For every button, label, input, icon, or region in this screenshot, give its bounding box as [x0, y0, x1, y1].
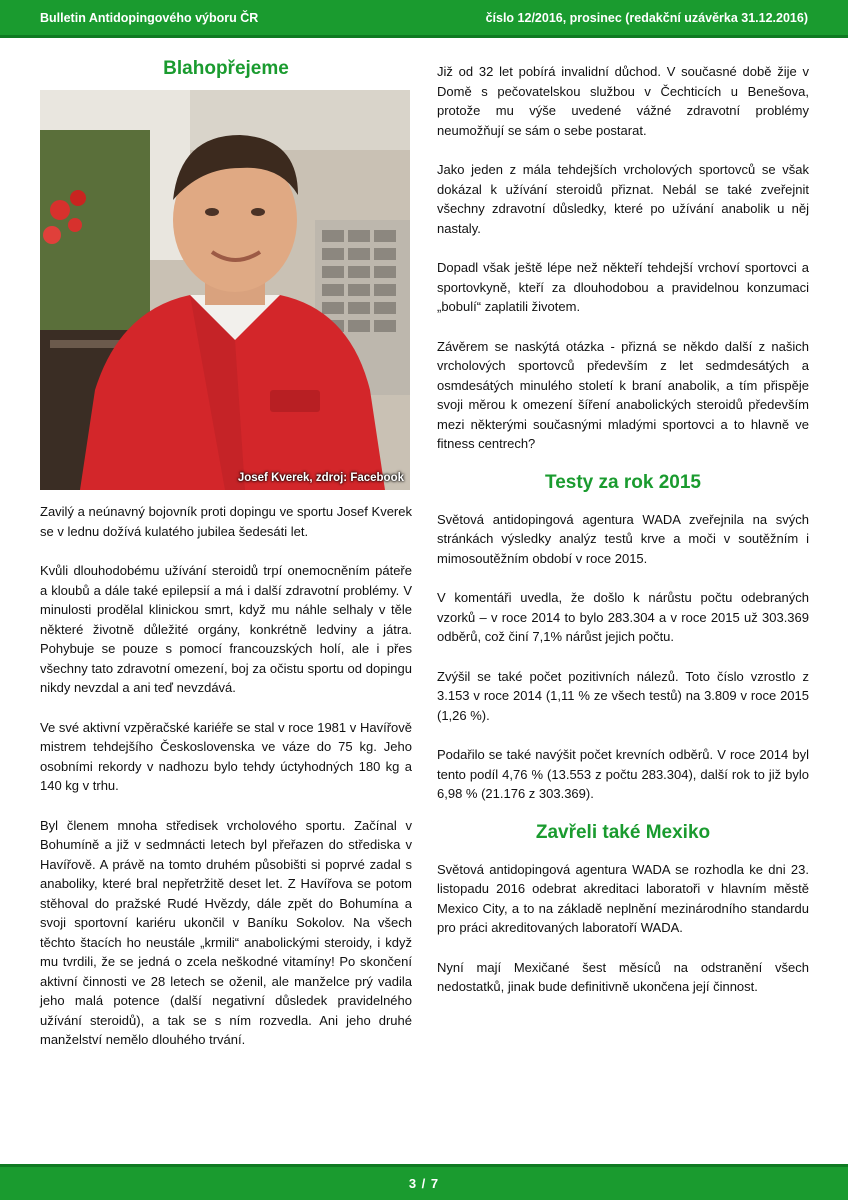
paragraph: Nyní mají Mexičané šest měsíců na odstranění všech nedostatků, jinak bude definitivně ukončena její činnost. [437, 959, 809, 994]
paragraph: Dopadl však ještě lépe než někteří tehdejší vrchoví sportovci a sportovkyně, kteří za dlouhodobou a pravidelnou konzumaci „bobulí“ zaplatili životem. [437, 260, 809, 314]
paragraph: Již od 32 let pobírá invalidní důchod. V současné době žije v Domě s pečovatelskou službou v Čechticích u Benešova, protože mu výše uvedené vážné zdravotní problémy neumožňují se sám o sebe postarat. [437, 64, 809, 138]
paragraph: Podařilo se také navýšit počet krevních odběrů. V roce 2014 byl tento podíl 4,76 % (13.553 z počtu 283.304), další rok to již bylo 6,98 % (21.176 z 303.369). [437, 747, 809, 801]
right-column [437, 58, 809, 997]
paragraph: V komentáři uvedla, že došlo k nárůstu počtu odebraných vzorků – v roce 2014 to bylo 283.304 a v roce 2015 už 303.369 odběrů, což činí 7,1% nárůst jejich počtu. [437, 590, 809, 644]
paragraph: Závěrem se naskýtá otázka - přizná se někdo další z našich vrcholových sportovců především z let sedmdesátých a osmdesátých minulého století k braní anabolik, a tím přispěje svoji měrou k omezení šíření anabolických steroidů především mezi některými současnými mladými sportovci a to hlavně ve fitness centrech? [437, 338, 809, 451]
paragraph: Světová antidopingová agentura WADA zveřejnila na svých stránkách výsledky analýz testů krve a moči v soutěžním i mimosoutěžním období v roce 2015. [437, 511, 809, 566]
paragraph: Byl členem mnoha středisek vrcholového sportu. Začínal v Bohumíně a již v sedmnácti letech byl přeřazen do střediska v Havířově. A právě na tomto druhém působišti si poprvé zadal s anaboliky, které bral nepřetržitě deset let. Z Havířova se potom stěhoval do pražské Rudé Hvězdy, dále zpět do Bohumína a svoji sportovní kariéru ukončil v Baníku Sokolov. Na všech těchto štacích ho neustále „krmili“ anabolickými steroidy, i když mu tvrdili, že se jedná o zcela neškodné vitamíny! Po skončení aktivní činnosti ve 28 letech se oženil, ale manželce prý vadila jeho malá potence (další negativní důsledek pravidelného užívání steroidů), a tak se s ním rozvedla. Ani jeho druhé manželství nemělo dlouhého trvání. [40, 817, 412, 1047]
page-header [0, 0, 848, 38]
photo-caption: Josef Kverek, zdroj: Facebook [237, 472, 404, 484]
paragraph: Zvýšil se také počet pozitivních nálezů. Toto číslo vzrostlo z 3.153 v roce 2014 (1,11 % ze všech testů) na 3.809 v roce 2015 (1,26 %). [437, 668, 809, 723]
paragraph: Světová antidopingová agentura WADA se rozhodla ke dni 23. listopadu 2016 odebrat akreditaci laboratoři v hlavním městě Mexico City, a to na základě neplnění mezinárodního standardu pro práci akreditovaných laboratoří WADA. [437, 861, 809, 935]
heading-mexiko: Zavřeli také Mexiko [535, 821, 711, 843]
page-footer [0, 1164, 848, 1200]
paragraph: Zavilý a neúnavný bojovník proti dopingu ve sportu Josef Kverek se v lednu dožívá kulatého jubilea šedesáti let. [40, 504, 412, 539]
issue-info: číslo 12/2016, prosinec (redakční uzávěrka 31.12.2016) [485, 10, 808, 25]
page-number: 3 / 7 [408, 1176, 440, 1191]
left-column [40, 58, 412, 1050]
bulletin-title: Bulletin Antidopingového výboru ČR [40, 10, 259, 25]
paragraph: Kvůli dlouhodobému užívání steroidů trpí onemocněním páteře a kloubů a dále také epilepsií a má i další zdravotní problémy. V minulosti prodělal klinickou smrt, když mu náhle selhaly v těle některé životně důležité orgány, konkrétně ledviny a játra. Pohybuje se pouze s pomocí francouzských holí, ale i přes všechny tato zdravotní omezení, boj za očistu sportu od dopingu nikdy nevzdal a ani teď nevzdává. [40, 563, 412, 695]
paragraph: Ve své aktivní vzpěračské kariéře se stal v roce 1981 v Havířově mistrem tehdejšího Československa ve váze do 75 kg. Jeho osobními rekordy v nadhozu bylo tehdy úctyhodných 180 kg a 140 kg v trhu. [40, 719, 412, 793]
portrait-illustration [40, 90, 410, 490]
heading-testy: Testy za rok 2015 [545, 471, 701, 493]
paragraph: Jako jeden z mála tehdejších vrcholových sportovců se však dokázal k užívání steroidů přiznat. Nebál se také zveřejnit všechny zdravotní důsledky, které po užívání anabolik u něj nastaly. [437, 162, 809, 236]
heading-blahoprejeme: Blahopřejeme [163, 58, 289, 79]
portrait-photo [40, 90, 410, 490]
